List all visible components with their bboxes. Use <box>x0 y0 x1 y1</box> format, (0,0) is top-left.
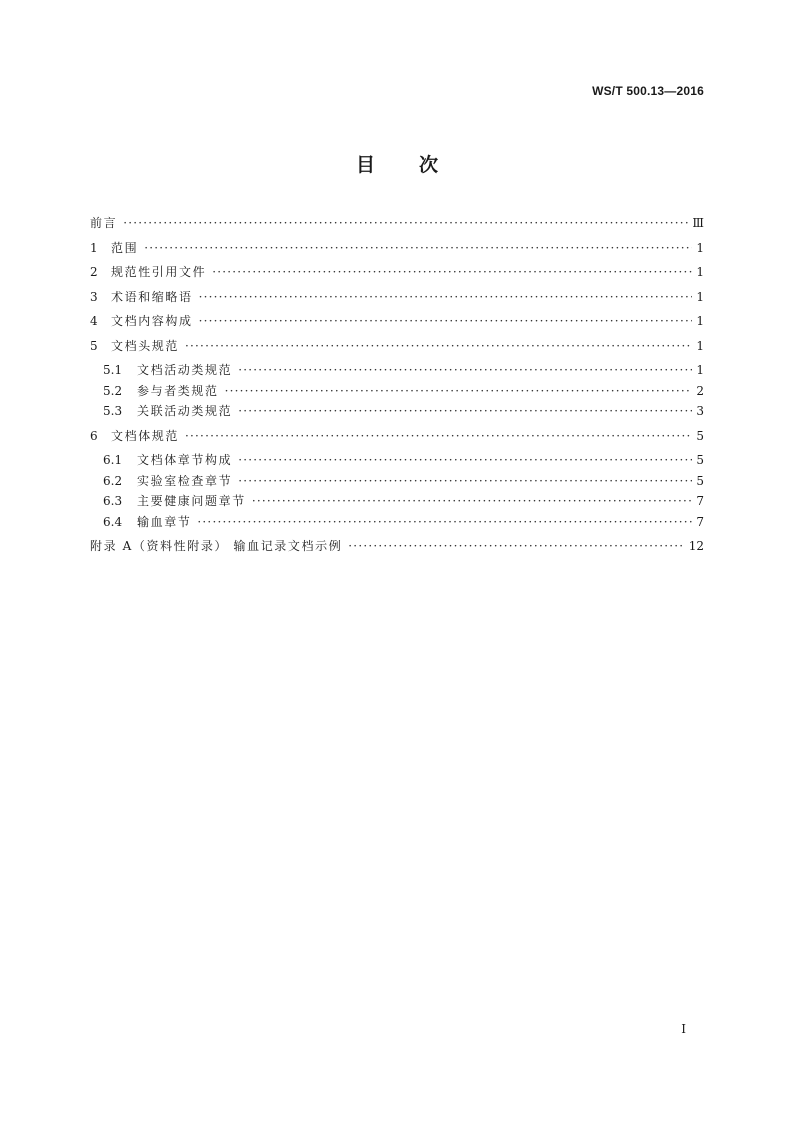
toc-entry-page: 5 <box>696 428 704 443</box>
toc-entry-page: 7 <box>696 494 704 508</box>
toc-entry-6-1[interactable] <box>90 453 704 474</box>
toc-leader-dots <box>185 429 692 443</box>
toc-entry-text: 参与者类规范 <box>137 383 219 398</box>
toc-entry-number: 6.3 <box>103 494 123 508</box>
toc-entry-terms[interactable] <box>90 290 704 315</box>
toc-entry-number: 5.1 <box>103 363 123 377</box>
toc-entry-text: 主要健康问题章节 <box>137 494 246 508</box>
toc-entry-text: 前言 <box>90 216 118 230</box>
toc-entry-5-1[interactable] <box>90 363 704 384</box>
toc-entry-scope[interactable] <box>90 241 704 266</box>
toc-entry-text: 文档体章节构成 <box>137 453 233 467</box>
toc-entry-number: 4 <box>90 314 98 328</box>
toc-leader-dots <box>238 363 692 377</box>
toc-entry-appendix-a[interactable] <box>90 539 704 564</box>
toc-entry-text: 附录 A（资料性附录） 输血记录文档示例 <box>90 539 343 553</box>
toc-entry-document-body[interactable] <box>90 429 704 454</box>
toc-title: 目次 <box>355 154 482 176</box>
toc-leader-dots <box>123 216 688 230</box>
toc-entry-6-3[interactable] <box>90 494 704 515</box>
toc-entry-page: Ⅲ <box>692 216 704 230</box>
toc-entry-page: 1 <box>696 289 704 304</box>
toc-entry-text: 范围 <box>111 240 139 255</box>
toc-leader-dots <box>144 241 692 255</box>
toc-leader-dots <box>238 453 692 467</box>
standard-number: WS/T 500.13—2016 <box>592 84 704 98</box>
toc-entry-page: 1 <box>696 265 704 279</box>
toc-entry-text: 规范性引用文件 <box>111 265 207 279</box>
toc-leader-dots <box>199 290 692 304</box>
toc-entry-text: 实验室检查章节 <box>137 473 233 488</box>
toc-entry-number: 3 <box>90 289 98 304</box>
toc-entry-normative-references[interactable] <box>90 265 704 290</box>
toc-entry-number: 6.2 <box>103 473 123 488</box>
toc-entry-text: 文档内容构成 <box>111 314 193 328</box>
toc-leader-dots <box>197 515 692 529</box>
toc-entry-number: 6.4 <box>103 514 123 529</box>
toc-entry-number: 5.3 <box>103 404 123 418</box>
toc-entry-6-4[interactable] <box>90 515 704 540</box>
toc-entry-number: 5.2 <box>103 383 123 398</box>
toc-entry-document-header[interactable] <box>90 339 704 364</box>
toc-entry-5-2[interactable] <box>90 384 704 405</box>
toc-entry-number: 1 <box>90 240 98 255</box>
toc-leader-dots <box>238 404 692 418</box>
toc-entry-text: 关联活动类规范 <box>137 404 233 418</box>
toc-entry-page: 12 <box>688 539 704 553</box>
toc-entry-page: 1 <box>696 338 704 353</box>
toc-leader-dots <box>212 265 692 279</box>
toc-leader-dots <box>225 384 692 398</box>
toc-entry-5-3[interactable] <box>90 404 704 429</box>
toc-entry-number: 6.1 <box>103 453 123 467</box>
table-of-contents <box>90 216 704 564</box>
toc-leader-dots <box>252 494 692 508</box>
toc-entry-page: 5 <box>696 453 704 467</box>
toc-entry-page: 1 <box>696 240 704 255</box>
toc-entry-page: 7 <box>696 514 704 529</box>
toc-leader-dots <box>185 339 692 353</box>
toc-entry-page: 1 <box>696 314 704 328</box>
toc-entry-number: 2 <box>90 265 98 279</box>
toc-leader-dots <box>238 474 692 488</box>
toc-entry-text: 输血章节 <box>137 514 192 529</box>
toc-entry-page: 3 <box>696 404 704 418</box>
toc-entry-document-content[interactable] <box>90 314 704 339</box>
toc-entry-6-2[interactable] <box>90 474 704 495</box>
toc-entry-number: 6 <box>90 428 98 443</box>
toc-entry-foreword[interactable] <box>90 216 704 241</box>
page-number: I <box>681 1022 686 1036</box>
toc-entry-page: 2 <box>696 383 704 398</box>
toc-entry-text: 文档头规范 <box>111 338 180 353</box>
toc-entry-text: 文档活动类规范 <box>137 363 233 377</box>
toc-entry-number: 5 <box>90 338 98 353</box>
toc-entry-text: 术语和缩略语 <box>111 289 193 304</box>
toc-entry-page: 1 <box>696 363 704 377</box>
toc-entry-page: 5 <box>696 473 704 488</box>
toc-leader-dots <box>348 539 684 553</box>
toc-entry-text: 文档体规范 <box>111 428 180 443</box>
toc-leader-dots <box>199 314 692 328</box>
